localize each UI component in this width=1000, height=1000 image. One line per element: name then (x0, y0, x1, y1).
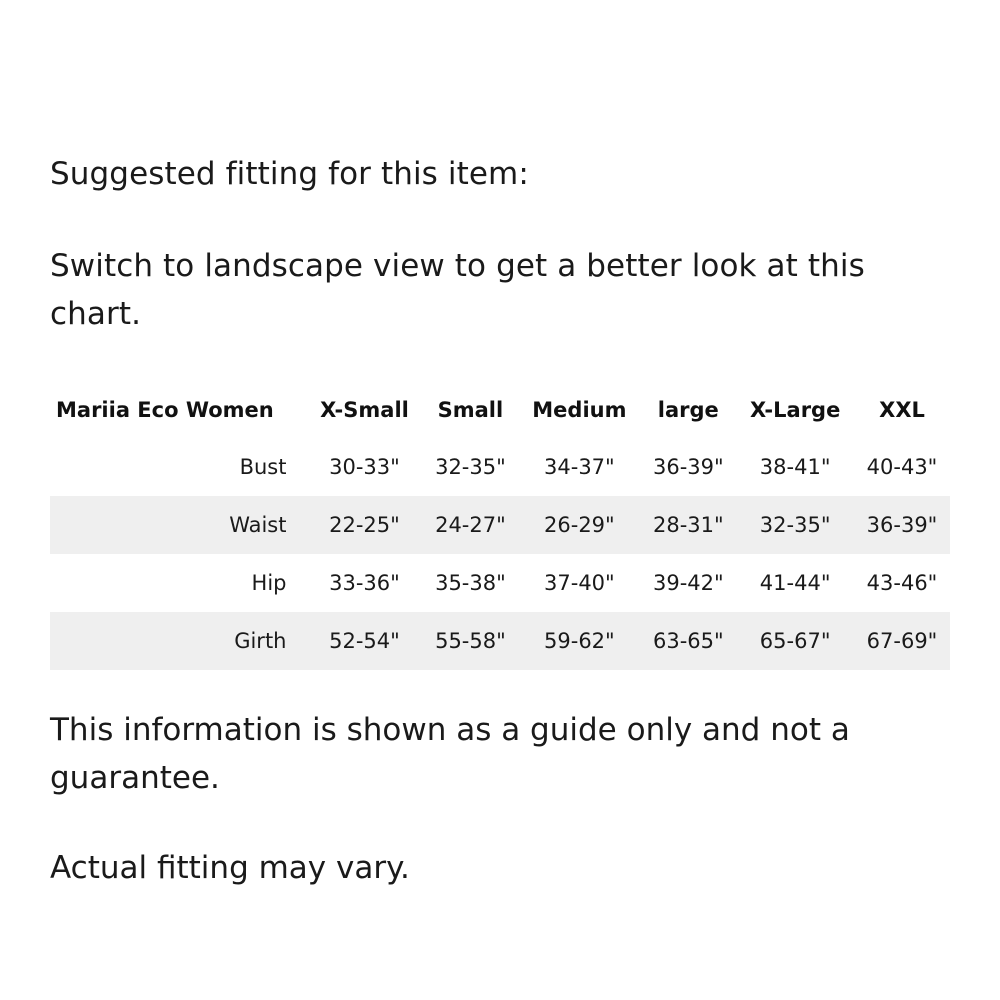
cell-hip-x-large: 41-44" (759, 571, 831, 596)
landscape-note: Switch to landscape view to get a better look at this chart. (50, 248, 865, 333)
column-header-medium: Medium (532, 398, 627, 423)
cell-waist-small: 24-27" (435, 513, 506, 538)
cell-hip-large: 39-42" (652, 571, 724, 596)
row-label-bust: Bust (239, 455, 287, 480)
disclaimer-text: This information is shown as a guide only and not a guarantee. (50, 712, 850, 797)
cell-girth-large: 63-65" (652, 629, 724, 654)
table-row (50, 554, 950, 612)
cell-hip-small: 35-38" (435, 571, 506, 596)
size-chart-body (50, 438, 950, 670)
cell-hip-xxl: 43-46" (866, 571, 938, 596)
size-chart-table (50, 384, 950, 670)
cell-girth-small: 55-58" (435, 629, 506, 654)
cell-waist-medium: 26-29" (544, 513, 615, 538)
size-chart-header (50, 384, 950, 438)
cell-girth-x-small: 52-54" (329, 629, 400, 654)
table-row (50, 612, 950, 670)
cell-waist-x-small: 22-25" (329, 513, 400, 538)
cell-bust-large: 36-39" (652, 455, 724, 480)
cell-bust-xxl: 40-43" (866, 455, 938, 480)
fitting-variance-text: Actual fitting may vary. (50, 850, 410, 887)
column-header-xxl: XXL (879, 398, 925, 423)
column-header-small: Small (437, 398, 504, 423)
cell-bust-x-small: 30-33" (329, 455, 400, 480)
cell-waist-xxl: 36-39" (866, 513, 938, 538)
row-label-girth: Girth (234, 629, 287, 654)
row-label-hip: Hip (251, 571, 287, 596)
cell-hip-x-small: 33-36" (329, 571, 400, 596)
cell-bust-small: 32-35" (435, 455, 506, 480)
page-title: Suggested fitting for this item: (50, 156, 529, 192)
cell-waist-large: 28-31" (652, 513, 724, 538)
cell-girth-x-large: 65-67" (759, 629, 831, 654)
cell-bust-x-large: 38-41" (759, 455, 831, 480)
table-row (50, 496, 950, 554)
cell-bust-medium: 34-37" (544, 455, 615, 480)
column-header-x-large: X-Large (749, 398, 841, 423)
cell-waist-x-large: 32-35" (759, 513, 831, 538)
row-label-waist: Waist (229, 513, 287, 538)
cell-hip-medium: 37-40" (544, 571, 615, 596)
cell-girth-xxl: 67-69" (866, 629, 938, 654)
table-row (50, 438, 950, 496)
column-header-x-small: X-Small (320, 398, 409, 423)
cell-girth-medium: 59-62" (544, 629, 615, 654)
column-header-large: large (657, 398, 719, 423)
table-header-row (50, 384, 950, 438)
column-header-product: Mariia Eco Women (56, 398, 274, 423)
